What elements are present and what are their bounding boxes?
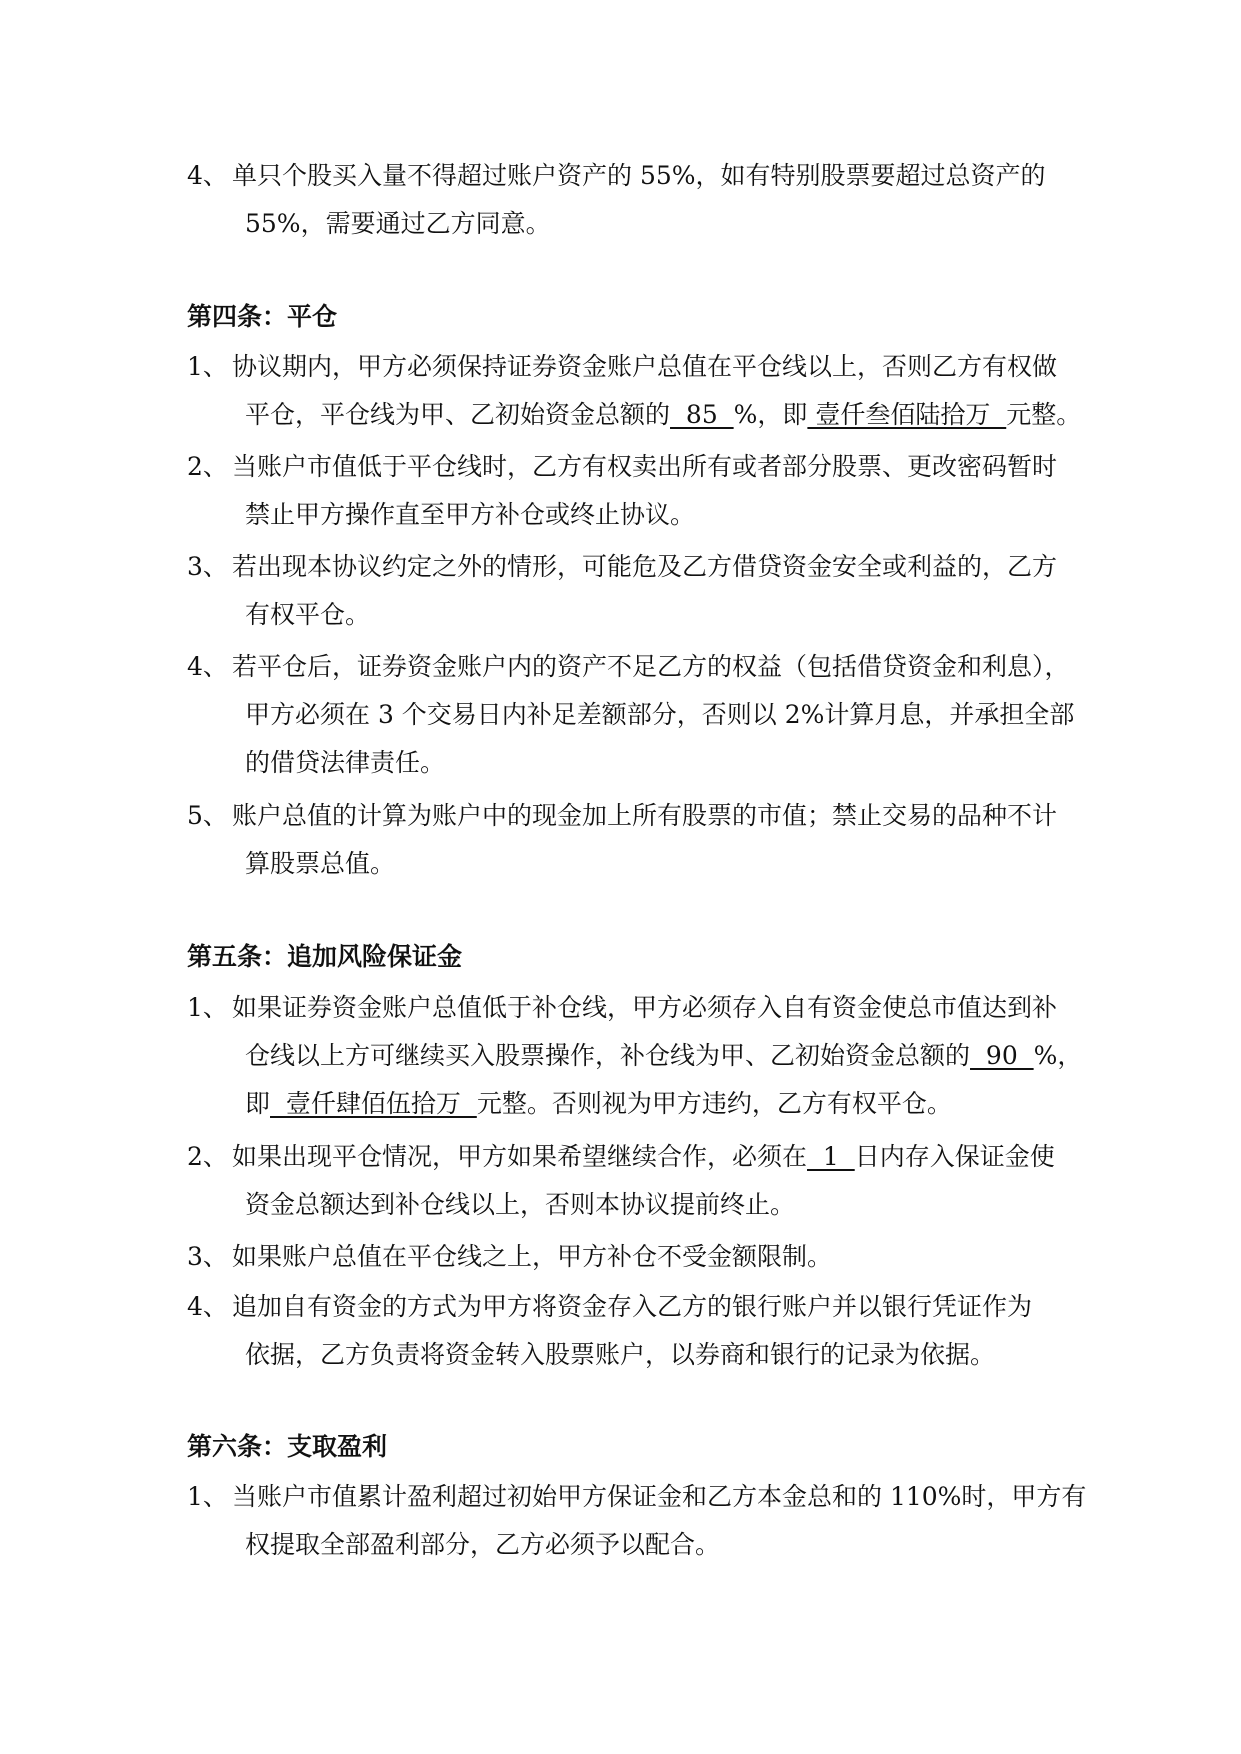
list-item [187,643,1075,787]
list-item [187,792,1057,888]
item-number: 5、 [187,801,228,830]
item-text-line: 单只个股买入量不得超过账户资产的 55%，如有特别股票要超过总资产的 [232,161,1046,190]
list-item [187,1283,1057,1379]
item-text-line [187,1080,1057,1128]
filled-blank-percent: 90 [970,1041,1034,1070]
list-item [187,984,1083,1128]
item-text-line: 禁止甲方操作直至甲方补仓或终止协议。 [245,500,696,529]
item-text-line [187,391,1082,439]
text-segment: 元整。 [1006,400,1082,429]
item-text-line: 算股票总值。 [245,849,396,878]
filled-blank-amount: 壹仟肆佰伍拾万 [270,1089,477,1118]
list-item [187,1133,1057,1229]
item-text-line: 权提取全部盈利部分，乙方必须予以配合。 [245,1530,721,1559]
item-number: 3、 [187,552,228,581]
list-item [187,152,1057,248]
filled-blank-percent: 85 [670,400,734,429]
section-heading: 第四条：平仓 [187,302,338,331]
text-segment: %，即 [733,400,808,429]
filled-blank-amount: 壹仟叁佰陆拾万 [807,400,1007,429]
list-item [187,1233,1057,1281]
text-segment: 平仓，平仓线为甲、乙初始资金总额的 [245,400,671,429]
item-text-line: 追加自有资金的方式为甲方将资金存入乙方的银行账户并以银行凭证作为 [232,1292,1033,1321]
item-text-line: 55%，需要通过乙方同意。 [245,209,551,238]
item-text-line: 当账户市值累计盈利超过初始甲方保证金和乙方本金总和的 110%时，甲方有 [232,1482,1087,1511]
item-number: 2、 [187,1142,228,1171]
item-text-line: 若平仓后，证券资金账户内的资产不足乙方的权益（包括借贷资金和利息）， [232,652,1070,681]
item-text-line: 有权平仓。 [245,600,371,629]
text-segment: 如果出现平仓情况，甲方如果希望继续合作，必须在 [232,1142,808,1171]
item-number: 3、 [187,1242,228,1271]
item-text-line [187,1032,1083,1080]
item-text-line: 若出现本协议约定之外的情形，可能危及乙方借贷资金安全或利益的，乙方 [232,552,1058,581]
item-text-line: 的借贷法律责任。 [245,748,446,777]
item-number: 2、 [187,452,228,481]
item-number: 1、 [187,1482,228,1511]
item-text-line: 如果证券资金账户总值低于补仓线，甲方必须存入自有资金使总市值达到补 [232,993,1058,1022]
item-text-line: 协议期内，甲方必须保持证券资金账户总值在平仓线以上，否则乙方有权做 [232,352,1058,381]
item-text-line: 依据，乙方负责将资金转入股票账户，以券商和银行的记录为依据。 [245,1340,996,1369]
item-number: 4、 [187,161,228,190]
text-segment: %， [1033,1041,1083,1070]
filled-blank-days: 1 [807,1142,855,1171]
text-segment: 即 [245,1089,271,1118]
text-segment: 日内存入保证金使 [854,1142,1055,1171]
item-number: 4、 [187,1292,228,1321]
item-text-line [187,1133,1057,1181]
list-item [187,543,1057,639]
section-heading: 第五条：追加风险保证金 [187,942,463,971]
item-text-line: 甲方必须在 3 个交易日内补足差额部分，否则以 2%计算月息，并承担全部 [245,700,1075,729]
item-number: 1、 [187,993,228,1022]
list-item [187,1473,1087,1569]
list-item [187,343,1082,439]
item-text-line: 如果账户总值在平仓线之上，甲方补仓不受金额限制。 [232,1242,833,1271]
text-segment: 元整。否则视为甲方违约，乙方有权平仓。 [476,1089,952,1118]
item-number: 1、 [187,352,228,381]
item-text-line: 当账户市值低于平仓线时，乙方有权卖出所有或者部分股票、更改密码暂时 [232,452,1058,481]
item-number: 4、 [187,652,228,681]
section-heading: 第六条：支取盈利 [187,1432,388,1461]
list-item [187,443,1057,539]
text-segment: 仓线以上方可继续买入股票操作，补仓线为甲、乙初始资金总额的 [245,1041,971,1070]
item-text-line: 资金总额达到补仓线以上，否则本协议提前终止。 [245,1190,796,1219]
item-text-line: 账户总值的计算为账户中的现金加上所有股票的市值；禁止交易的品种不计 [232,801,1058,830]
